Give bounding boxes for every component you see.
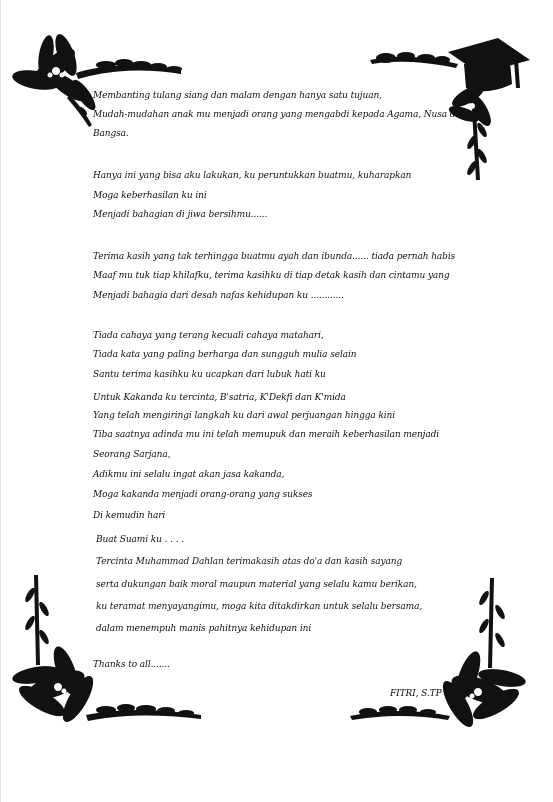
text-line: Seorang Sarjana, [93, 450, 171, 460]
text-line: Menjadi bahagia dari desah nafas kehidupan ku ............ [93, 291, 344, 301]
text-line: Buat Suami ku . . . . [96, 535, 184, 545]
text-line: Moga keberhasilan ku ini [93, 191, 207, 201]
text-line: Maaf mu tuk tiap khilafku, terima kasihku di tiap detak kasih dan cintamu yang [93, 271, 450, 281]
text-line: Membanting tulang siang dan malam dengan hanya satu tujuan, [93, 91, 382, 101]
text-line: Tercinta Muhammad Dahlan terimakasih atas do'a dan kasih sayang [96, 557, 403, 567]
text-line: Mudah-mudahan anak mu menjadi orang yang mengabdi kepada Agama, Nusa dan [93, 110, 467, 120]
text-line: Di kemudin hari [93, 511, 166, 521]
text-line: Terima kasih yang tak terhingga buatmu ayah dan ibunda...... tiada pernah habis [93, 252, 456, 262]
text-line: Tiada cahaya yang terang kecuali cahaya matahari, [93, 331, 324, 341]
text-line: Menjadi bahagian di jiwa bersihmu...... [93, 210, 268, 220]
text-line: Tiada kata yang paling berharga dan sungguh mulia selain [93, 350, 357, 360]
text-line: serta dukungan baik moral maupun material yang selalu kamu berikan, [96, 580, 417, 590]
text-line: Hanya ini yang bisa aku lakukan, ku peruntukkan buatmu, kuharapkan [93, 171, 412, 181]
text-line: Moga kakanda menjadi orang-orang yang sukses [93, 490, 313, 500]
signature: FITRI, S.TP [390, 689, 442, 699]
text-line: Tiba saatnya adinda mu ini telah memupuk dan meraih keberhasilan menjadi [93, 430, 440, 440]
text-line: Yang telah mengiringi langkah ku dari awal perjuangan hingga kini [93, 411, 396, 421]
text-line: Bangsa. [93, 129, 129, 139]
closing-text: Thanks to all....... [93, 660, 170, 670]
text-line: Adikmu ini selalu ingat akan jasa kakanda, [93, 470, 285, 480]
text-line: Santu terima kasihku ku ucapkan dari lubuk hati ku [93, 370, 326, 380]
text-line: ku teramat menyayangimu, moga kita ditakdirkan untuk selalu bersama, [96, 602, 423, 612]
text-line: dalam menempuh manis pahitnya kehidupan ini [96, 624, 312, 634]
text-line: Untuk Kakanda ku tercinta, B'satria, K'Dekfi dan K'mida [93, 393, 346, 403]
